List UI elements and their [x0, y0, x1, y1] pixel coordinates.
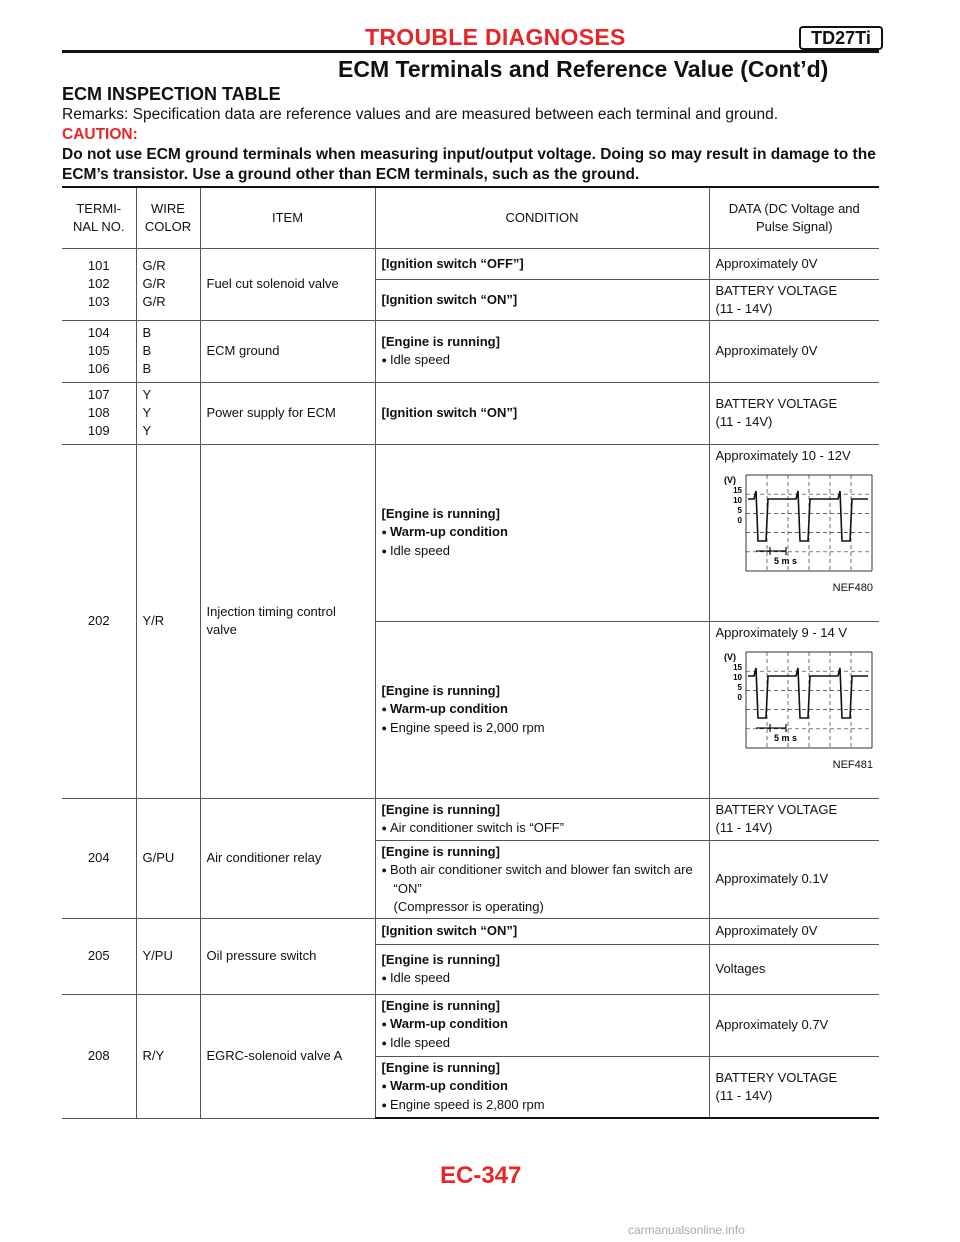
terminal-number: 104 — [87, 325, 110, 340]
condition-bullet-text: Idle speed — [389, 542, 450, 558]
data-cell — [709, 248, 879, 279]
ecm-inspection-table — [62, 188, 879, 1119]
data-value: Approximately 9 - 14 V — [715, 624, 848, 640]
condition-bullet-text: Idle speed — [389, 351, 450, 367]
condition-bullet-text: Idle speed — [389, 969, 450, 985]
wire-color: B — [142, 343, 152, 358]
terminal-number: 101 — [87, 258, 110, 273]
condition-bullet — [382, 1015, 703, 1034]
data-value: Approximately 0V — [715, 923, 818, 938]
page-subtitle: ECM Terminals and Reference Value (Cont’d) — [338, 56, 829, 82]
model-badge: TD27Ti — [799, 26, 883, 50]
terminal-cell — [62, 382, 136, 444]
time-scale-label: 5 m s — [773, 732, 797, 743]
data-value: Approximately 0.7V — [715, 1017, 829, 1032]
item-cell: Injection timing control valve — [200, 444, 375, 798]
data-value: (11 - 14V) — [715, 414, 773, 429]
condition-bullet — [382, 969, 703, 988]
terminal-number: 208 — [87, 1048, 110, 1063]
condition-title: [Engine is running] — [381, 682, 500, 698]
condition-cell — [375, 320, 709, 382]
section-title: ECM INSPECTION TABLE — [62, 84, 281, 104]
table-row — [62, 248, 879, 279]
col-header-condition: CONDITION — [375, 188, 709, 248]
y-unit-label: (V) — [723, 651, 736, 662]
data-cell — [709, 279, 879, 320]
data-cell — [709, 918, 879, 944]
wire-color: Y — [142, 387, 152, 402]
wire-color-cell — [136, 798, 200, 918]
table-row — [62, 994, 879, 1056]
terminal-number: 202 — [87, 613, 110, 628]
data-value: BATTERY VOLTAGE — [715, 802, 838, 817]
condition-bullet — [382, 861, 703, 898]
data-value: BATTERY VOLTAGE — [715, 1069, 838, 1085]
data-cell — [709, 840, 879, 918]
data-cell — [709, 621, 879, 798]
condition-title: [Engine is running] — [381, 951, 500, 967]
condition-title: [Ignition switch “ON”] — [381, 291, 518, 307]
wire-color-cell — [136, 918, 200, 994]
table-row — [62, 444, 879, 621]
condition-bullet-text: Both air conditioner switch and blower fan switch are “ON” — [389, 861, 693, 896]
wire-color: Y — [142, 405, 152, 420]
condition-bullet — [382, 819, 703, 838]
remarks-text: Remarks: Specification data are reference values and are measured between each terminal and ground. — [62, 106, 778, 123]
condition-cell — [375, 798, 709, 840]
terminal-number: 205 — [87, 948, 110, 963]
wire-color: Y/PU — [142, 948, 173, 963]
terminal-number: 105 — [87, 343, 110, 358]
terminal-number: 108 — [87, 405, 110, 420]
terminal-number: 204 — [87, 850, 110, 865]
wire-color: Y — [142, 423, 152, 438]
data-cell — [709, 1056, 879, 1118]
data-cell — [709, 382, 879, 444]
data-value: (11 - 14V) — [715, 1087, 773, 1103]
y-unit-label: (V) — [723, 474, 736, 485]
condition-bullet — [382, 1034, 703, 1053]
figure-id: NEF480 — [832, 581, 873, 594]
caution-text: Do not use ECM ground terminals when measuring input/output voltage. Doing so may result in damage to the ECM’s transistor. Use a ground other than ECM terminals, such as the ground. — [62, 146, 876, 183]
wire-color: G/R — [142, 276, 166, 291]
condition-title: [Engine is running] — [381, 843, 500, 859]
col-header-data: DATA (DC Voltage and Pulse Signal) — [709, 188, 879, 248]
wire-color-cell — [136, 382, 200, 444]
condition-cell — [375, 918, 709, 944]
item-cell: Air conditioner relay — [200, 798, 375, 918]
wire-color: G/R — [142, 258, 166, 273]
data-value: Approximately 10 - 12V — [715, 447, 851, 463]
condition-title: [Ignition switch “ON”] — [381, 923, 518, 938]
table-row — [62, 798, 879, 840]
condition-bullet — [382, 1096, 703, 1115]
condition-cell — [375, 840, 709, 918]
figure-id: NEF481 — [832, 758, 873, 771]
terminal-cell — [62, 798, 136, 918]
data-cell — [709, 944, 879, 994]
data-cell — [709, 798, 879, 840]
condition-title: [Engine is running] — [381, 801, 500, 817]
condition-bullet-text: Warm-up condition — [389, 523, 508, 539]
condition-note: (Compressor is operating) — [393, 898, 544, 914]
waveform-trace — [748, 491, 868, 541]
condition-bullet-text: Warm-up condition — [389, 1077, 508, 1093]
table-row — [62, 320, 879, 382]
condition-bullet-text: Engine speed is 2,800 rpm — [389, 1096, 545, 1112]
condition-title: [Ignition switch “ON”] — [381, 405, 518, 420]
wire-color: G/PU — [142, 850, 175, 865]
condition-bullet — [382, 719, 703, 738]
data-value: Approximately 0V — [715, 343, 818, 358]
y-tick-label: 5 — [737, 505, 742, 515]
y-tick-label: 10 — [732, 672, 742, 682]
data-value: Voltages — [715, 961, 766, 976]
condition-title: [Engine is running] — [381, 1059, 500, 1075]
condition-cell — [375, 944, 709, 994]
condition-bullet — [382, 700, 703, 719]
wire-color: Y/R — [142, 613, 165, 628]
item-cell: Fuel cut solenoid valve — [200, 248, 375, 320]
condition-cell — [375, 621, 709, 798]
watermark: carmanualsonline.info — [628, 1223, 745, 1237]
condition-cell — [375, 248, 709, 279]
condition-cell — [375, 279, 709, 320]
wire-color: B — [142, 325, 152, 340]
condition-title: [Engine is running] — [381, 333, 500, 349]
table-row — [62, 918, 879, 944]
condition-title: [Engine is running] — [381, 505, 500, 521]
pulse-waveform — [722, 469, 874, 577]
terminal-cell — [62, 248, 136, 320]
col-header-wire-color: WIRE COLOR — [136, 188, 200, 248]
data-value: BATTERY VOLTAGE — [715, 282, 838, 298]
terminal-number: 107 — [87, 387, 110, 402]
condition-cell — [375, 382, 709, 444]
terminal-number: 109 — [87, 423, 110, 438]
item-cell: EGRC-solenoid valve A — [200, 994, 375, 1118]
wire-color-cell — [136, 320, 200, 382]
table-header-row — [62, 188, 879, 248]
y-tick-label: 15 — [732, 662, 742, 672]
terminal-cell — [62, 320, 136, 382]
y-tick-label: 0 — [737, 515, 742, 525]
time-marker — [756, 547, 786, 555]
item-cell: ECM ground — [200, 320, 375, 382]
condition-bullet-text: Air conditioner switch is “OFF” — [389, 819, 565, 835]
data-value: (11 - 14V) — [715, 300, 773, 316]
waveform-trace — [748, 668, 868, 718]
terminal-cell — [62, 918, 136, 994]
time-marker — [756, 724, 786, 732]
condition-title: [Engine is running] — [381, 998, 500, 1013]
wire-color-cell — [136, 248, 200, 320]
data-cell — [709, 994, 879, 1056]
condition-title: [Ignition switch “OFF”] — [381, 255, 524, 271]
condition-bullet-text: Warm-up condition — [389, 1016, 508, 1031]
time-scale-label: 5 m s — [773, 555, 797, 566]
header-rule — [62, 50, 879, 53]
caution-label: CAUTION: — [62, 126, 138, 143]
condition-bullet — [382, 523, 703, 542]
item-cell: Oil pressure switch — [200, 918, 375, 994]
condition-bullet — [382, 542, 703, 561]
y-tick-label: 5 — [737, 682, 742, 692]
wire-color: G/R — [142, 294, 166, 309]
data-value: BATTERY VOLTAGE — [715, 396, 838, 411]
y-tick-label: 15 — [732, 485, 742, 495]
condition-bullet — [382, 1077, 703, 1096]
wire-color-cell — [136, 444, 200, 798]
data-value: Approximately 0.1V — [715, 871, 829, 886]
condition-cell — [375, 1056, 709, 1118]
condition-cell — [375, 444, 709, 621]
condition-cell — [375, 994, 709, 1056]
section-header: TROUBLE DIAGNOSES — [365, 24, 626, 50]
y-tick-label: 0 — [737, 692, 742, 702]
condition-bullet-text: Idle speed — [389, 1035, 450, 1050]
data-cell — [709, 320, 879, 382]
terminal-cell — [62, 444, 136, 798]
data-value: Approximately 0V — [715, 255, 818, 271]
condition-bullet-text: Warm-up condition — [389, 700, 508, 716]
table-row — [62, 382, 879, 444]
terminal-cell — [62, 994, 136, 1118]
wire-color: B — [142, 361, 152, 376]
col-header-item: ITEM — [200, 188, 375, 248]
condition-bullet — [382, 351, 703, 370]
pulse-waveform — [722, 646, 874, 754]
wire-color-cell — [136, 994, 200, 1118]
condition-bullet-text: Engine speed is 2,000 rpm — [389, 719, 545, 735]
wire-color: R/Y — [142, 1048, 165, 1063]
terminal-number: 103 — [87, 294, 110, 309]
col-header-terminal: TERMI-NAL NO. — [62, 188, 136, 248]
data-cell — [709, 444, 879, 621]
y-tick-label: 10 — [732, 495, 742, 505]
terminal-number: 106 — [87, 361, 110, 376]
terminal-number: 102 — [87, 276, 110, 291]
item-cell: Power supply for ECM — [200, 382, 375, 444]
data-value: (11 - 14V) — [715, 820, 773, 835]
page-number: EC-347 — [440, 1162, 522, 1189]
